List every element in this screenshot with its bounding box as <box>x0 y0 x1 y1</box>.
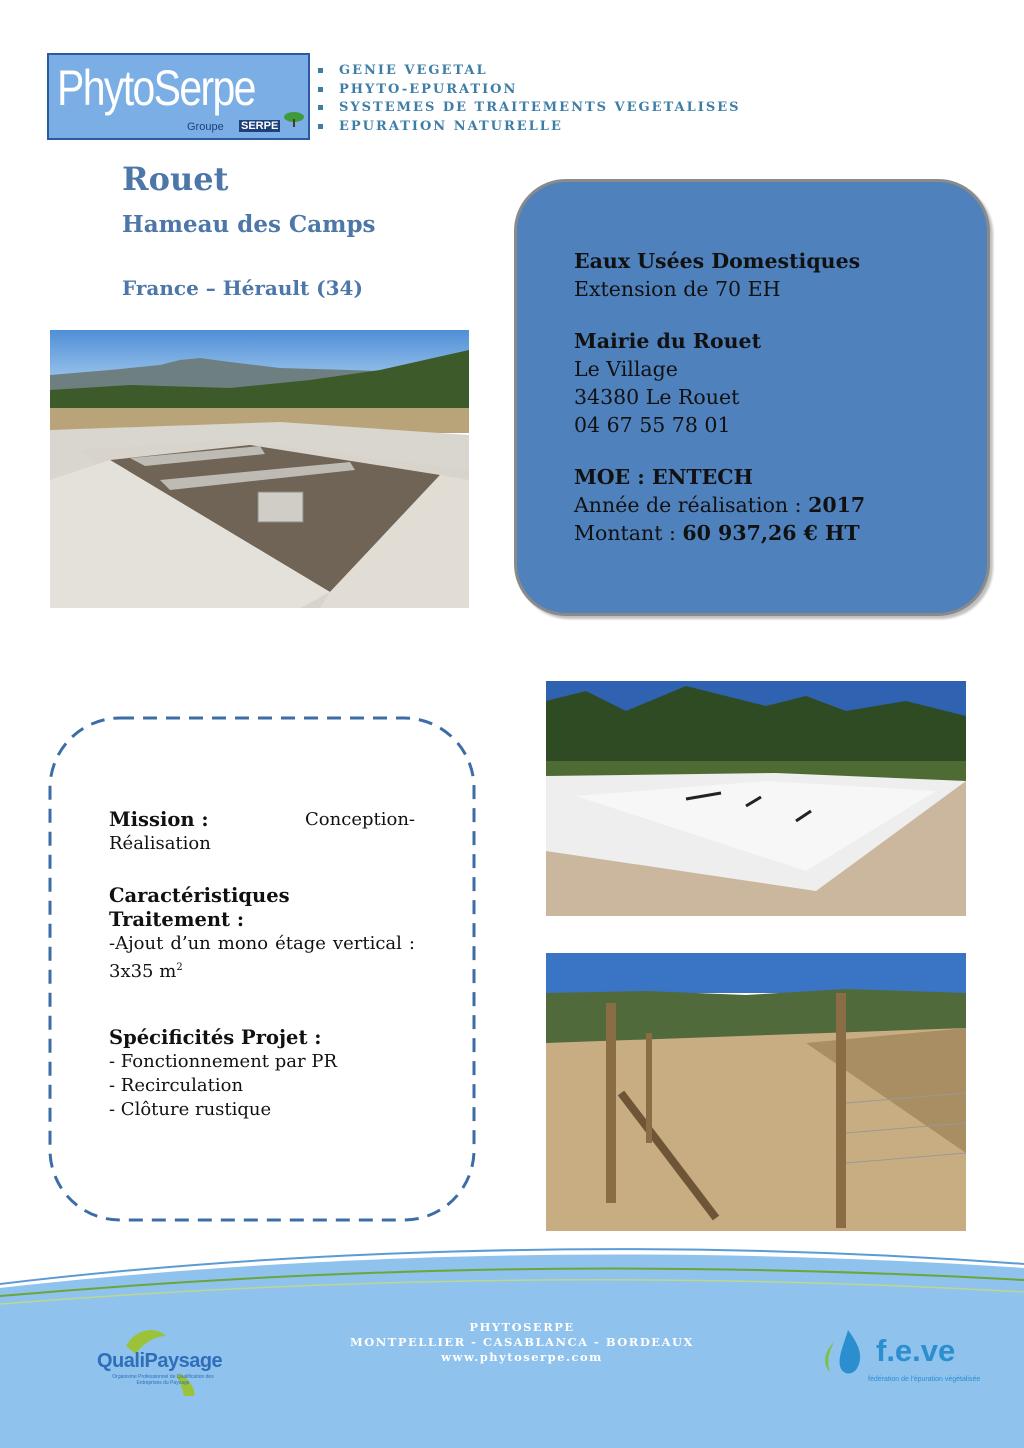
photo-filter-bed <box>50 330 469 608</box>
services-list <box>318 62 741 136</box>
logo-wordmark: PhytoSerpe <box>57 60 255 116</box>
bullet-icon <box>318 68 323 73</box>
feve-drop-icon <box>820 1328 870 1378</box>
footer-company: PHYTOSERPE <box>469 1320 575 1334</box>
footer-website[interactable]: www.phytoserpe.com <box>441 1350 603 1364</box>
photo-liner <box>546 681 966 916</box>
service-item: GENIE VEGETAL <box>318 62 741 81</box>
treatment-title: Traitement : <box>109 908 245 931</box>
spec-item: - Recirculation <box>109 1075 244 1096</box>
mission-value-a: Conception- <box>305 809 415 830</box>
mission-row <box>109 808 415 832</box>
logo-serpe-text: SERPE <box>241 120 279 132</box>
wastewater-type: Eaux Usées Domestiques <box>574 249 861 273</box>
client-address-2: 34380 Le Rouet <box>574 385 740 409</box>
bullet-icon <box>318 87 323 92</box>
footer-contact <box>312 1320 732 1365</box>
project-title: Rouet <box>122 160 229 198</box>
client-phone: 04 67 55 78 01 <box>574 413 731 437</box>
amount-line: Montant : 60 937,26 € HT <box>574 521 860 545</box>
extension-capacity: Extension de 70 EH <box>574 277 781 301</box>
year-line: Année de réalisation : 2017 <box>574 493 866 517</box>
mission-value-b: Réalisation <box>109 833 211 854</box>
client-address-1: Le Village <box>574 357 678 381</box>
bullet-icon <box>318 105 323 110</box>
feve-logo: f.e.ve <box>876 1333 956 1368</box>
characteristics-item: -Ajout d’un mono étage vertical : 3x35 $m^2$ <box>109 933 415 982</box>
amount-value: 60 937,26 € HT <box>682 521 860 545</box>
photo-fence <box>546 953 966 1231</box>
mission-text <box>109 808 415 1122</box>
specifics-title: Spécificités Projet : <box>109 1026 322 1049</box>
project-subtitle: Hameau des Camps <box>122 211 376 238</box>
info-text <box>574 247 865 547</box>
client-name: Mairie du Rouet <box>574 329 762 353</box>
mission-label: Mission : <box>109 808 209 831</box>
service-item: EPURATION NATURELLE <box>318 118 741 137</box>
spec-item: - Fonctionnement par PR <box>109 1051 337 1072</box>
qualipaysage-tagline: Organisme Professionnel de Qualification des Entreprises du Paysage <box>112 1374 214 1386</box>
moe-label: MOE : ENTECH <box>574 465 753 489</box>
footer-cities: MONTPELLIER - CASABLANCA - BORDEAUX <box>350 1335 694 1349</box>
bullet-icon <box>318 124 323 129</box>
logo-groupe-text: Groupe <box>187 121 224 133</box>
spec-item: - Clôture rustique <box>109 1099 272 1120</box>
characteristics-title: Caractéristiques <box>109 884 290 907</box>
service-item: PHYTO-EPURATION <box>318 81 741 100</box>
feve-tagline: fédération de l'épuration végétalisée <box>868 1376 981 1383</box>
squared-sup: 2 <box>176 962 183 973</box>
project-location: France – Hérault (34) <box>122 276 363 300</box>
service-item: SYSTEMES DE TRAITEMENTS VEGETALISES <box>318 99 741 118</box>
year-value: 2017 <box>808 493 866 517</box>
tree-icon <box>283 109 305 129</box>
phytoserpe-logo <box>47 53 310 140</box>
qualipaysage-logo: QualiPaysage <box>97 1350 223 1372</box>
